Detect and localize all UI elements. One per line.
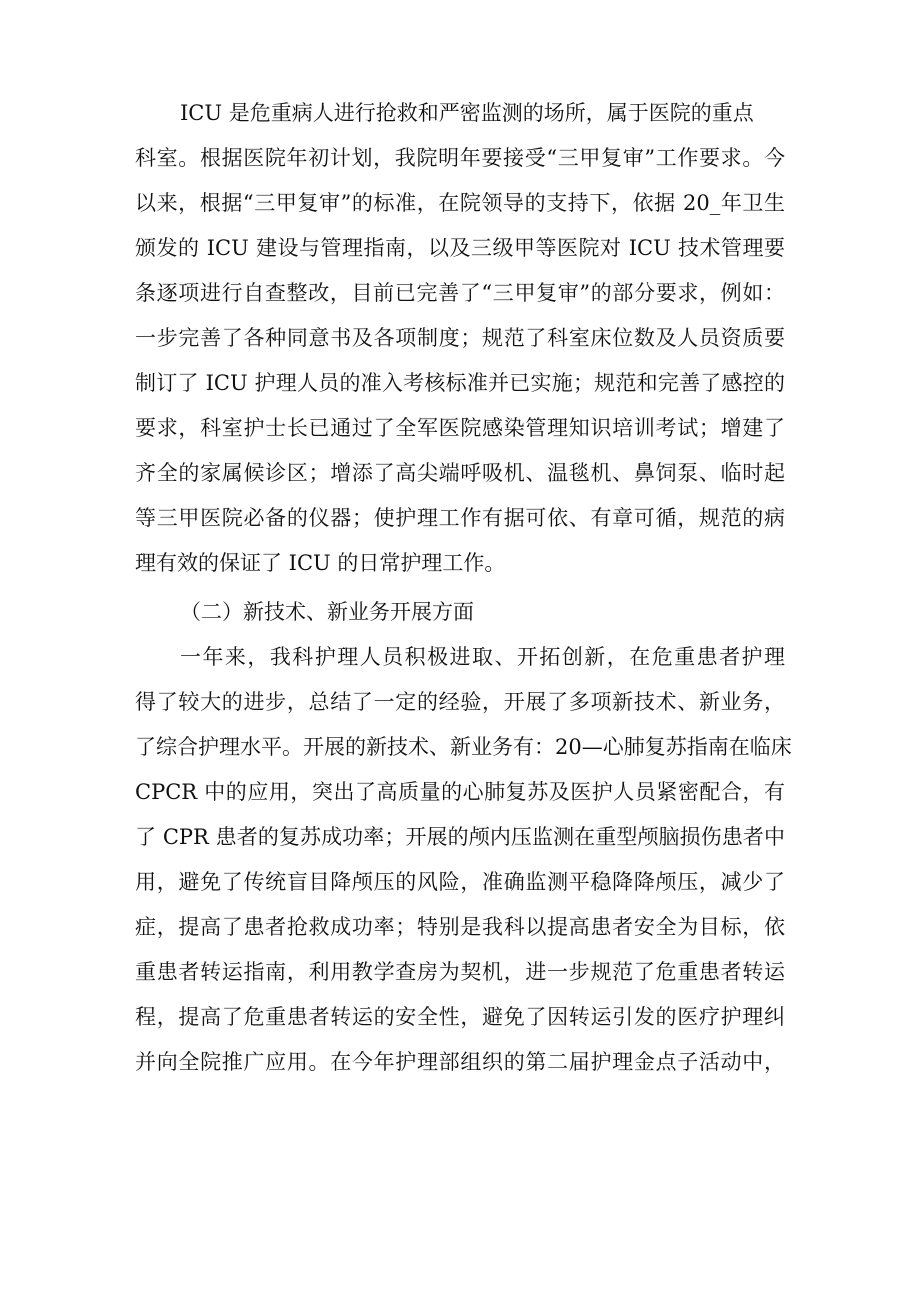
paragraph-line: 得了较大的进步，总结了一定的经验，开展了多项新技术、新业务，: [135, 690, 785, 714]
paragraph-line: 用，避免了传统盲目降颅压的风险，准确监测平稳降降颅压，减少了: [135, 870, 785, 894]
paragraph-line: 科室。根据医院年初计划，我院明年要接受“三甲复审”工作要求。今: [135, 146, 785, 170]
paragraph-line: 等三甲医院必备的仪器；使护理工作有据可依、有章可循，规范的病: [135, 506, 785, 530]
paragraph-line: 了综合护理水平。开展的新技术、新业务有：20—心肺复苏指南在临床: [135, 735, 792, 759]
paragraph-line: 以来，根据“三甲复审”的标准，在院领导的支持下，依据 20_年卫生: [135, 191, 785, 215]
paragraph-line: 重患者转运指南，利用教学查房为契机，进一步规范了危重患者转运: [135, 960, 785, 984]
document-page: [135, 91, 792, 1085]
paragraph-line: 理有效的保证了 ICU 的日常护理工作。: [135, 551, 506, 575]
paragraph-line: 了 CPR 患者的复苏成功率；开展的颅内压监测在重型颅脑损伤患者中: [135, 825, 785, 849]
paragraph-line: 制订了 ICU 护理人员的准入考核标准并已实施；规范和完善了感控的: [135, 371, 785, 395]
paragraph-line: 一步完善了各种同意书及各项制度；规范了科室床位数及人员资质要: [135, 326, 785, 350]
section-heading: （二）新技术、新业务开展方面: [180, 600, 474, 624]
paragraph-line: 程，提高了危重患者转运的安全性，避免了因转运引发的医疗护理纠: [135, 1005, 785, 1029]
paragraph-line: 条逐项进行自查整改，目前已完善了“三甲复审”的部分要求，例如：: [135, 281, 785, 305]
paragraph-line: 齐全的家属候诊区；增添了高尖端呼吸机、温毯机、鼻饲泵、临时起: [135, 461, 785, 485]
paragraph-line: CPCR 中的应用，突出了高质量的心肺复苏及医护人员紧密配合，有: [135, 780, 785, 804]
paragraph-line: 症，提高了患者抢救成功率；特别是我科以提高患者安全为目标，依: [135, 915, 785, 939]
paragraph-line: ICU 是危重病人进行抢救和严密监测的场所，属于医院的重点: [180, 101, 754, 125]
paragraph-line: 并向全院推广应用。在今年护理部组织的第二届护理金点子活动中，: [135, 1050, 785, 1074]
paragraph-line: 一年来，我科护理人员积极进取、开拓创新，在危重患者护理: [180, 645, 785, 669]
paragraph-line: 颁发的 ICU 建设与管理指南，以及三级甲等医院对 ICU 技术管理要: [135, 236, 785, 260]
paragraph-line: 要求，科室护士长已通过了全军医院感染管理知识培训考试；增建了: [135, 416, 785, 440]
